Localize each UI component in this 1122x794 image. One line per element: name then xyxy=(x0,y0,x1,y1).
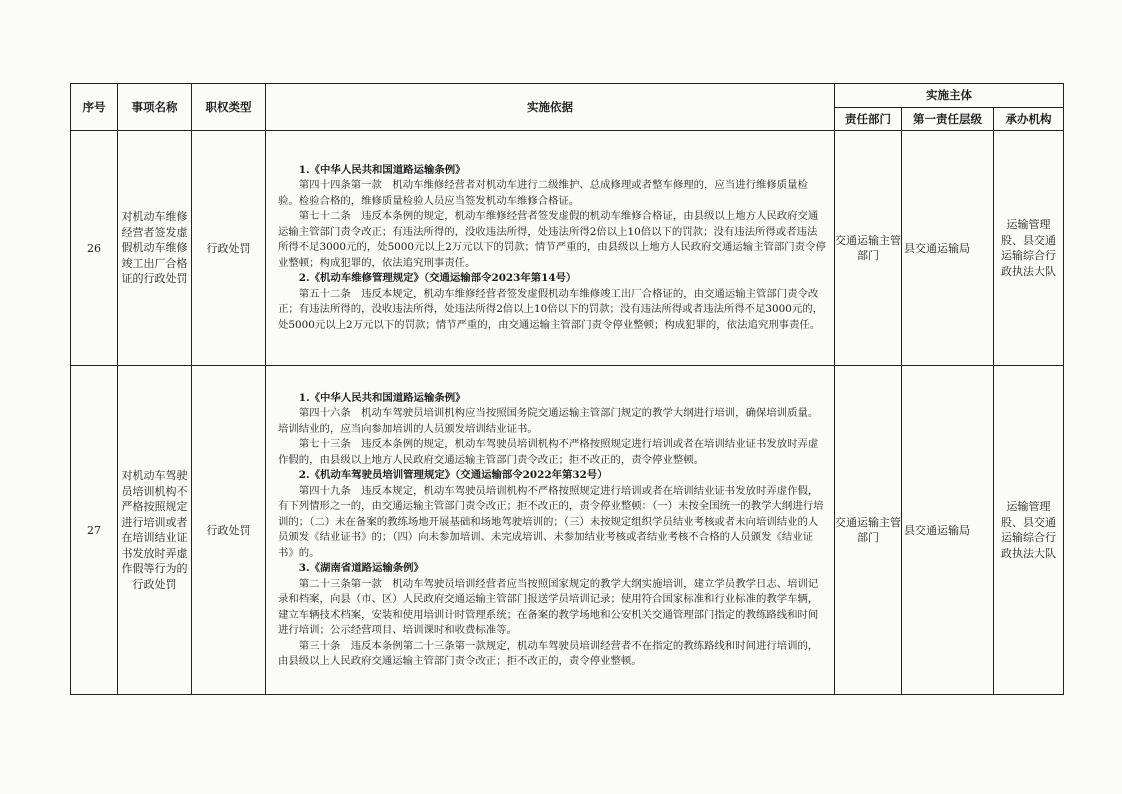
row-resp-dept: 交通运输主管部门 xyxy=(835,131,902,366)
row-agency: 运输管理股、县交通运输综合行政执法大队 xyxy=(994,131,1064,366)
basis-article: 第四十四条第一款 机动车维修经营者对机动车进行二级维护、总成修理或者整车修理的，应当进行维修质量检验。检验合格的，维修质量检验人员应当签发机动车维修合格证。 xyxy=(278,179,808,207)
header-basis: 实施依据 xyxy=(266,84,835,131)
row-type: 行政处罚 xyxy=(192,366,266,695)
header-row xyxy=(71,84,1064,108)
row-first-level: 县交通运输局 xyxy=(902,131,994,366)
header-type: 职权类型 xyxy=(192,84,266,131)
row-seq: 27 xyxy=(71,366,118,695)
table-row xyxy=(71,366,1064,695)
basis-law-title: 2.《机动车维修管理规定》（交通运输部令2023年第14号） xyxy=(298,272,577,285)
basis-law-title: 1.《中华人民共和国道路运输条例》 xyxy=(298,163,466,176)
row-agency: 运输管理股、县交通运输综合行政执法大队 xyxy=(994,366,1064,695)
row-item-name: 对机动车维修经营者签发虚假机动车维修竣工出厂合格证的行政处罚 xyxy=(118,131,192,366)
row-basis xyxy=(266,366,835,695)
row-basis xyxy=(266,131,835,366)
row-type: 行政处罚 xyxy=(192,131,266,366)
basis-article: 第四十九条 违反本规定，机动车驾驶员培训机构不严格按照规定进行培训或者在培训结业证书发放时弄虚作假，有下列情形之一的，由交通运输主管部门责令改正；拒不改正的，责令停业整顿：（一）未按全国统一的教学大纲进行培训的；（二）未在备案的教练场地开展基础和场地驾驶培训的；（三）未按规定组织学员结业考核或者未向培训结业的人员颁发《结业证书》的；（四）向未参加培训、未完成培训、未参加结业考核或者结业考核不合格的人员颁发《结业证书》的。 xyxy=(278,484,824,559)
basis-law-title: 3.《湖南省道路运输条例》 xyxy=(298,562,424,574)
basis-law-title: 2.《机动车驾驶员培训管理规定》（交通运输部令2022年第32号） xyxy=(298,469,608,481)
row-seq: 26 xyxy=(71,131,118,366)
row-item-name: 对机动车驾驶员培训机构不严格按照规定进行培训或者在培训结业证书发放时弄虚作假等行为的行政处罚 xyxy=(118,366,192,695)
header-agency: 承办机构 xyxy=(994,108,1064,131)
header-first-level: 第一责任层级 xyxy=(902,108,994,131)
row-resp-dept: 交通运输主管部门 xyxy=(835,366,902,695)
basis-article: 第七十二条 违反本条例的规定，机动车维修经营者签发虚假的机动车维修合格证，由县级以上地方人民政府交通运输主管部门责令改正；有违法所得的，没收违法所得，处违法所得2倍以上10倍以下的罚款；没有违法所得或者违法所得不足3000元的，处5000元以上2万元以下的罚款；情节严重的，由县级以上地方人民政府交通运输主管部门责令停业整顿；构成犯罪的，依法追究刑事责任。 xyxy=(278,210,826,269)
header-name: 事项名称 xyxy=(118,84,192,131)
row-first-level: 县交通运输局 xyxy=(902,366,994,695)
header-seq: 序号 xyxy=(71,84,118,131)
basis-article: 第二十三条第一款 机动车驾驶员培训经营者应当按照国家规定的教学大纲实施培训，建立学员教学日志、培训记录和档案，向县（市、区）人民政府交通运输主管部门报送学员培训记录；使用符合国家标准和行业标准的教学车辆，建立车辆技术档案，安装和使用培训计时管理系统；在备案的教学场地和公安机关交通管理部门指定的教练路线和时间进行培训；公示经营项目、培训课时和收费标准等。 xyxy=(278,577,819,636)
basis-article: 第七十三条 违反本条例的规定，机动车驾驶员培训机构不严格按照规定进行培训或者在培训结业证书发放时弄虚作假的，由县级以上地方人民政府交通运输主管部门责令改正；拒不改正的，责令停业整顿。 xyxy=(278,438,819,466)
table-row xyxy=(71,131,1064,366)
header-subject: 实施主体 xyxy=(835,84,1064,108)
header-resp-dept: 责任部门 xyxy=(835,108,902,131)
basis-law-title: 1.《中华人民共和国道路运输条例》 xyxy=(298,391,466,404)
basis-article: 第五十二条 违反本规定，机动车维修经营者签发虚假机动车维修竣工出厂合格证的，由交通运输主管部门责令改正；有违法所得的，没收违法所得，处违法所得2倍以上10倍以下的罚款；没有违法所得或者违法所得不足3000元的，处5000元以上2万元以下的罚款；情节严重的，由交通运输主管部门责令停业整顿；构成犯罪的，依法追究刑事责任。 xyxy=(278,287,824,331)
basis-article: 第四十六条 机动车驾驶员培训机构应当按照国务院交通运输主管部门规定的教学大纲进行培训，确保培训质量。培训结业的，应当向参加培训的人员颁发培训结业证书。 xyxy=(278,407,819,435)
authority-table xyxy=(70,83,1064,695)
basis-article: 第三十条 违反本条例第二十三条第一款规定，机动车驾驶员培训经营者不在指定的教练路线和时间进行培训的，由县级以上人民政府交通运输主管部门责令改正；拒不改正的，责令停业整顿。 xyxy=(278,639,819,667)
